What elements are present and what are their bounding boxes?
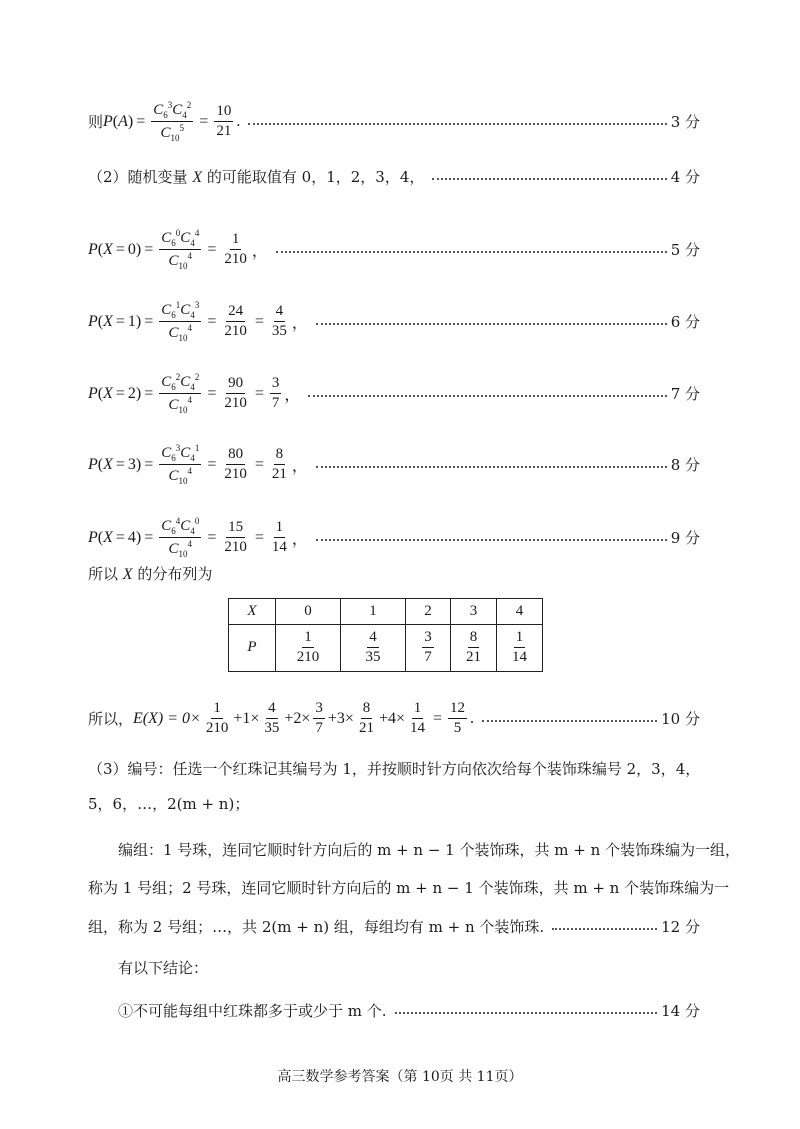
table-cell: 4 [497,599,543,625]
score-label: 10 分 [661,710,700,729]
distribution-table [228,598,543,672]
line-expectation [88,700,700,738]
table-header-p: P [229,625,276,672]
table-cell: 3 [451,599,497,625]
leader-dots [316,466,667,468]
leader-dots [482,720,657,722]
line-part2: （2）随机变量 X 的可能取值有 0，1，2，3，4， 4 分 [88,168,700,186]
table-cell: $\frac{8}{21}$ [451,625,497,672]
table-cell: $\frac{1}{210}$ [276,625,341,672]
leader-dots [276,251,667,253]
conclusion-item1-row [118,1000,700,1021]
p-a-fraction: $\frac{C_6^3C_4^2}{C_{10}^5}$ [153,100,192,144]
expectation-formula: 所以， E(X) = 0× $\frac{1}{210}$ +1× $\frac{4}{35}$ +2× $\frac{3}{7}$ +3× $\frac{8}{21}$ +4× $\frac{1}{14}$ = $\frac{12}{5}$ . [88,700,475,737]
probability-formula: P ( X = 1 ) = $\frac{C_6^1C_4^3}{C_{10}^4}$ = $\frac{24}{210}$ = $\frac{4}{35}$ ， [88,300,308,344]
leader-dots [316,539,667,541]
grouping-line3: 组，称为 2 号组；…，共 2(m + n) 组，每组均有 m + n 个装饰珠. [88,918,545,936]
probability-row [88,516,700,560]
conclusion-item1: ①不可能每组中红珠都多于或少于 m 个. [118,1002,387,1020]
score-label: 9 分 [670,529,700,548]
score-label: 8 分 [670,456,700,475]
table-cell: 0 [276,599,341,625]
distribution-intro: 所以 X 的分布列为 [88,565,213,583]
leader-dots [395,1012,658,1014]
grouping-line2: 称为 1 号组；2 号珠，连同它顺时针方向后的 m + n − 1 个装饰珠，共 m + n 个装饰珠编为一 [88,879,730,897]
line-p-a [88,100,700,144]
leader-dots [552,928,657,930]
part3-line1: （3）编号：任选一个红珠记其编号为 1，并按顺时针方向依次给每个装饰珠编号 2，3，4， [88,760,701,778]
table-cell: $\frac{4}{35}$ [341,625,406,672]
table-cell: $\frac{3}{7}$ [406,625,451,672]
probability-row [88,228,700,272]
grouping-line1: 编组：1 号珠，连同它顺时针方向后的 m + n − 1 个装饰珠，共 m + n 个装饰珠编为一组， [118,841,741,859]
page-footer: 高三数学参考答案（第 10页 共 11页） [277,1069,523,1085]
grouping-line3-row [88,916,700,937]
leader-dots [308,395,666,397]
table-row-p [229,625,543,672]
score-label: 4 分 [670,168,700,186]
probability-row [88,300,700,344]
score-label: 7 分 [670,385,700,404]
score-label: 14 分 [661,1002,700,1020]
conclusion-title: 有以下结论： [118,959,209,977]
table-cell: 2 [406,599,451,625]
table-row-x [229,599,543,625]
leader-dots [432,178,666,180]
table-header-x: X [229,599,276,625]
score-label: 12 分 [661,918,700,936]
probability-formula: P ( X = 2 ) = $\frac{C_6^2C_4^2}{C_{10}^4}$ = $\frac{90}{210}$ = $\frac{3}{7}$ ， [88,372,301,416]
p-a-formula: 则 P ( A ) = $\frac{C_6^3C_4^2}{C_{10}^5}$ = $\frac{10}{21}$ . [88,100,241,144]
part3-line2: 5，6，…，2(m + n)； [88,795,250,813]
table-cell: 1 [341,599,406,625]
p-a-result: $\frac{10}{21}$ [216,103,232,140]
table-cell: $\frac{1}{14}$ [497,625,543,672]
probability-row [88,443,700,487]
score-label: 5 分 [670,241,700,260]
probability-row [88,372,700,416]
leader-dots [248,123,666,125]
score-label: 3 分 [670,113,700,132]
probability-formula: P ( X = 4 ) = $\frac{C_6^4C_4^0}{C_{10}^4}$ = $\frac{15}{210}$ = $\frac{1}{14}$ ， [88,516,308,560]
leader-dots [316,323,667,325]
score-label: 6 分 [670,313,700,332]
probability-formula: P ( X = 0 ) = $\frac{C_6^0C_4^4}{C_{10}^4}$ = $\frac{1}{210}$ ， [88,228,268,272]
probability-formula: P ( X = 3 ) = $\frac{C_6^3C_4^1}{C_{10}^4}$ = $\frac{80}{210}$ = $\frac{8}{21}$ ， [88,443,308,487]
